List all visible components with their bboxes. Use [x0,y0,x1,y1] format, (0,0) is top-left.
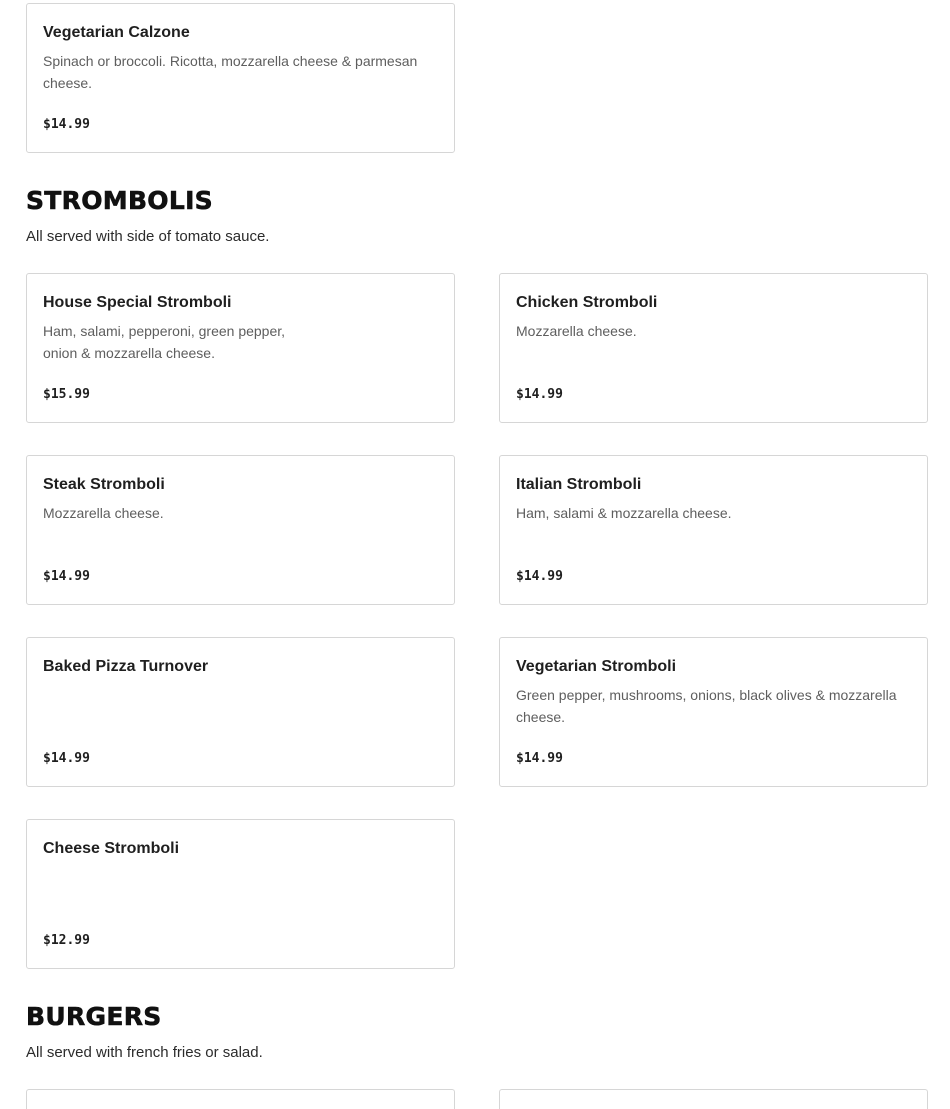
section-title-burgers: BURGERS [26,1002,162,1031]
menu-item-price: $15.99 [43,387,90,402]
menu-item-card-partial[interactable] [26,1089,455,1109]
menu-item-card[interactable] [26,637,455,787]
menu-item-card[interactable] [26,819,455,969]
menu-item-card[interactable] [499,455,928,605]
menu-item-name: House Special Stromboli [43,294,232,311]
menu-item-price: $12.99 [43,933,90,948]
menu-item-card[interactable] [26,455,455,605]
menu-item-name: Italian Stromboli [516,476,642,493]
menu-item-price: $14.99 [43,569,90,584]
menu-item-name: Chicken Stromboli [516,294,658,311]
menu-item-description: Spinach or broccoli. Ricotta, mozzarella cheese & parmesan cheese. [43,53,418,91]
menu-item-name: Cheese Stromboli [43,840,180,857]
menu-item-card[interactable] [26,3,455,153]
menu-item-description: Ham, salami & mozzarella cheese. [516,505,732,521]
menu-item-description: Mozzarella cheese. [516,323,637,339]
section-subtitle-burgers: All served with french fries or salad. [26,1044,263,1061]
menu-item-name: Vegetarian Calzone [43,24,190,41]
section-subtitle-strombolis: All served with side of tomato sauce. [26,228,270,245]
menu-item-card-partial[interactable] [499,1089,928,1109]
menu-item-price: $14.99 [43,117,90,132]
menu-item-price: $14.99 [516,387,563,402]
menu-item-card[interactable] [499,637,928,787]
menu-item-description: Green pepper, mushrooms, onions, black olives & mozzarella cheese. [516,687,897,725]
menu-item-name: Baked Pizza Turnover [43,658,209,675]
menu-item-price: $14.99 [516,751,563,766]
menu-item-name: Steak Stromboli [43,476,165,493]
menu-item-name: Vegetarian Stromboli [516,658,677,675]
menu-item-description: Mozzarella cheese. [43,505,164,521]
menu-item-price: $14.99 [516,569,563,584]
menu-item-price: $14.99 [43,751,90,766]
menu-item-card[interactable] [26,273,455,423]
menu-item-card[interactable] [499,273,928,423]
menu-item-description: Ham, salami, pepperoni, green pepper, onion & mozzarella cheese. [43,323,286,361]
section-title-strombolis: STROMBOLIS [26,186,213,215]
